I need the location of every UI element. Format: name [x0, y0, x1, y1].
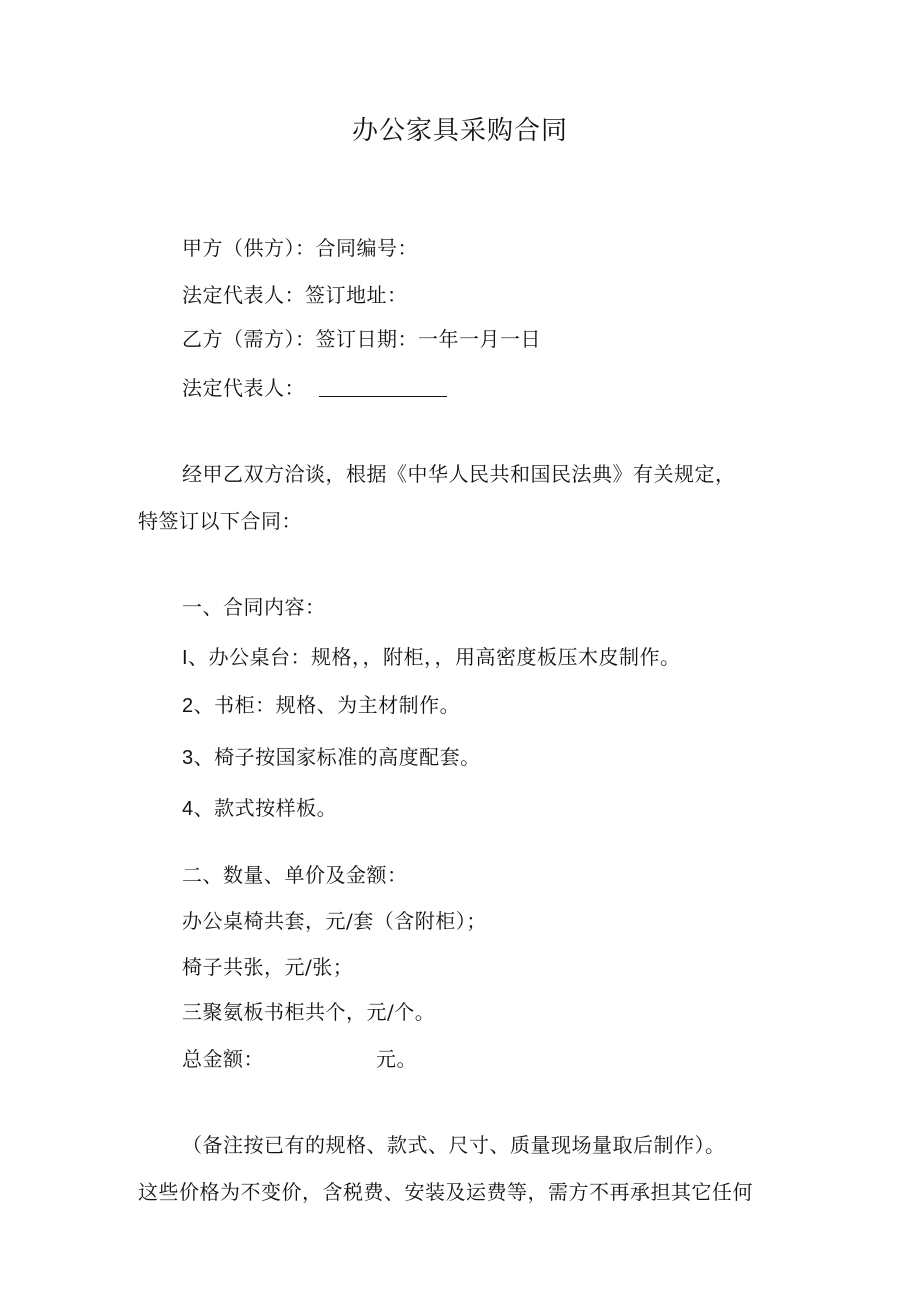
legal-rep-b-line [182, 376, 447, 400]
party-b-line: 乙方（需方）：签订日期：一年一月一日 [182, 327, 541, 351]
legal-rep-b-label: 法定代表人： [182, 376, 305, 400]
section2-line-bookcases: 三聚氨板书柜共个，元/个。 [182, 1000, 436, 1024]
item-text: 办公桌台：规格，，附柜，，用高密度板压木皮制作。 [208, 645, 681, 669]
section1-item-1 [182, 645, 681, 670]
note-paragraph-line2: 这些价格为不变价，含税费、安装及运费等，需方不再承担其它任何 [138, 1180, 753, 1204]
note-paragraph-line1: （备注按已有的规格、款式、尺寸、质量现场量取后制作）。 [182, 1133, 726, 1157]
section2-heading: 二、数量、单价及金额： [182, 863, 408, 887]
item-number: 3、 [182, 747, 215, 769]
section2-line-desks: 办公桌椅共套，元/套（含附柜）； [182, 909, 487, 933]
item-text: 书柜：规格、为主材制作。 [214, 693, 461, 717]
item-number: I、 [182, 647, 209, 669]
intro-paragraph-line2: 特签订以下合同： [138, 509, 302, 533]
item-number: 2、 [182, 695, 215, 717]
item-number: 4、 [182, 798, 215, 820]
section1-item-3 [182, 745, 481, 770]
legal-rep-a-line: 法定代表人：签订地址： [182, 283, 408, 307]
signature-blank-line [319, 376, 447, 397]
section1-item-4 [182, 796, 337, 821]
section2-total [182, 1047, 417, 1071]
item-text: 椅子按国家标准的高度配套。 [214, 745, 481, 769]
section1-heading: 一、合同内容： [182, 595, 326, 619]
total-unit: 元。 [376, 1047, 417, 1071]
section1-item-2 [182, 693, 460, 718]
item-text: 款式按样板。 [214, 796, 338, 820]
section2-line-chairs: 椅子共张，元/张； [182, 955, 354, 979]
intro-paragraph-line1: 经甲乙双方洽谈，根据《中华人民共和国民法典》有关规定， [182, 462, 736, 486]
party-a-line: 甲方（供方）：合同编号： [182, 236, 418, 260]
total-label: 总金额： [182, 1047, 264, 1071]
document-title: 办公家具采购合同 [351, 116, 568, 146]
